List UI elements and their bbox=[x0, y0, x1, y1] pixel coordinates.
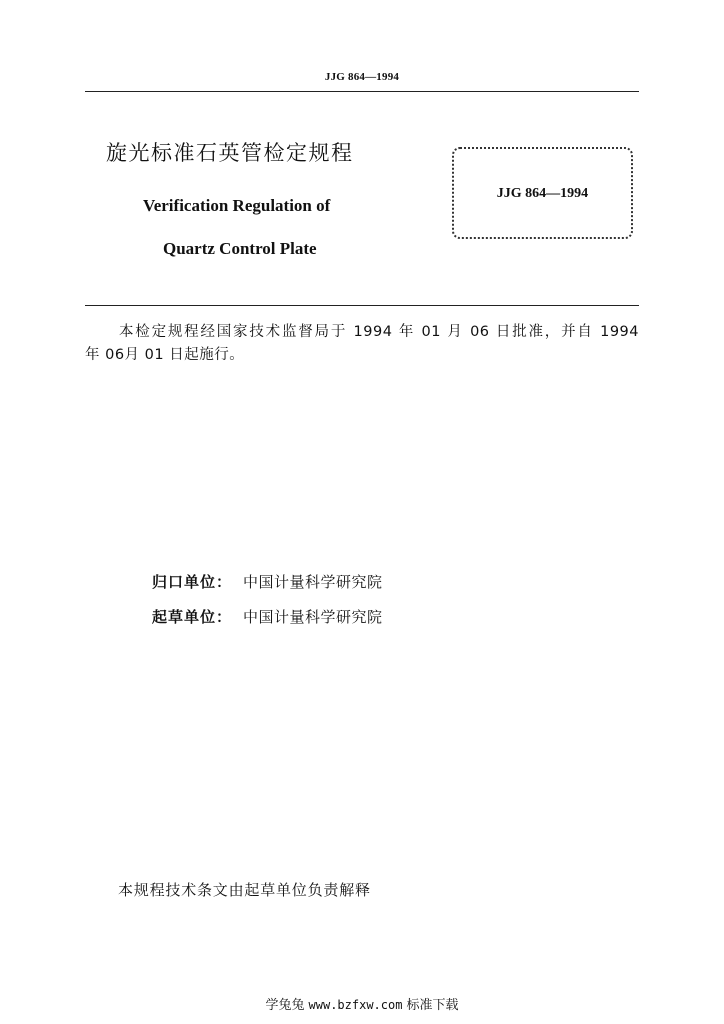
responsible-unit-value: 中国计量科学研究院 bbox=[243, 573, 383, 591]
middle-divider bbox=[85, 305, 639, 306]
responsible-unit-label: 归口单位 bbox=[152, 573, 217, 591]
drafting-unit-value: 中国计量科学研究院 bbox=[243, 608, 383, 626]
approval-line2: 年 06月 01 日起施行。 bbox=[85, 347, 245, 363]
responsible-unit-row bbox=[152, 571, 383, 592]
approval-line1: 本检定规程经国家技术监督局于 1994 年 01 月 06 日批准，并自 1994 bbox=[119, 324, 639, 340]
interpretation-note: 本规程技术条文由起草单位负责解释 bbox=[118, 881, 371, 899]
responsible-unit-colon: ： bbox=[216, 573, 232, 591]
drafting-unit-row bbox=[152, 606, 383, 627]
footer-prefix: 学兔兔 bbox=[265, 998, 305, 1013]
drafting-unit-label: 起草单位 bbox=[152, 608, 217, 626]
drafting-unit-colon: ： bbox=[216, 608, 232, 626]
header-standard-code: JJG 864—1994 bbox=[324, 71, 400, 83]
top-divider bbox=[85, 91, 639, 92]
approval-paragraph bbox=[85, 321, 639, 367]
title-english-line1: Verification Regulation of bbox=[143, 196, 331, 215]
footer-site-link[interactable]: www.bzfxw.com bbox=[308, 998, 403, 1012]
title-english-line2: Quartz Control Plate bbox=[163, 239, 317, 258]
footer-suffix: 标准下载 bbox=[406, 998, 459, 1013]
footer-watermark bbox=[0, 994, 724, 1013]
title-chinese: 旋光标准石英管检定规程 bbox=[106, 141, 354, 165]
standard-code-boxed: JJG 864—1994 bbox=[496, 186, 589, 201]
